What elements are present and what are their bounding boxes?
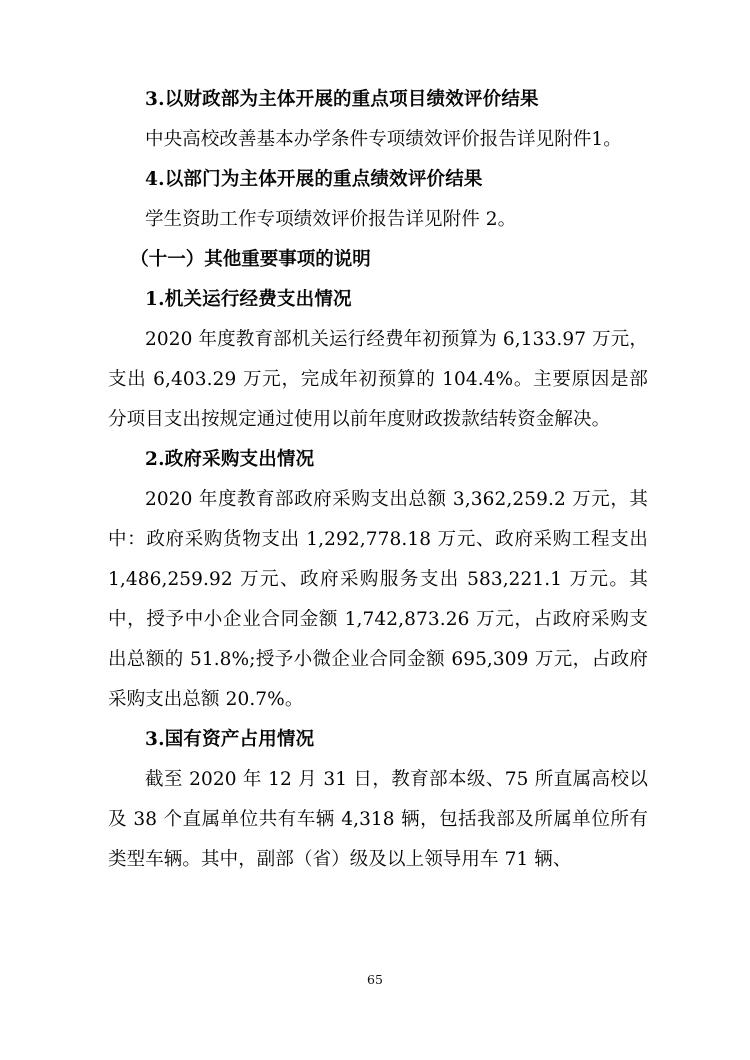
paragraph-government-procurement-detail: 2020 年度教育部政府采购支出总额 3,362,259.2 万元，其中：政府采购货物支出 1,292,778.18 万元、政府采购工程支出 1,486,259.92 万元、政府采购服务支出 583,221.1 万元。其中，授予中小企业合同金额 1,742,873.26 万元，占政府采购支出总额的 51.8%;授予小微企业合同金额 695,309 万元，占政府采购支出总额 20.7%。	[108, 489, 648, 710]
section-heading-11-other-matters: （十一）其他重要事项的说明	[130, 249, 371, 270]
page-number: 65	[367, 972, 383, 987]
section-heading-1-operating-expenses: 1.机关运行经费支出情况	[145, 289, 352, 310]
paragraph-student-aid-report: 学生资助工作专项绩效评价报告详见附件 2。	[145, 209, 517, 230]
section-heading-3-finance-evaluation: 3.以财政部为主体开展的重点项目绩效评价结果	[145, 89, 539, 110]
paragraph-central-university-report: 中央高校改善基本办学条件专项绩效评价报告详见附件1。	[145, 129, 622, 150]
section-heading-3-state-assets: 3.国有资产占用情况	[145, 729, 315, 750]
page-content	[108, 80, 648, 880]
section-heading-4-department-evaluation: 4.以部门为主体开展的重点绩效评价结果	[145, 169, 483, 190]
section-heading-2-government-procurement: 2.政府采购支出情况	[145, 449, 315, 470]
paragraph-operating-expenses-detail: 2020 年度教育部机关运行经费年初预算为 6,133.97 万元，支出 6,403.29 万元，完成年初预算的 104.4%。主要原因是部分项目支出按规定通过使用以前年度财政拨款结转资金解决。	[108, 329, 648, 430]
paragraph-state-assets-detail: 截至 2020 年 12 月 31 日，教育部本级、75 所直属高校以及 38 个直属单位共有车辆 4,318 辆，包括我部及所属单位所有类型车辆。其中，副部（省）级及以上领导用车 71 辆、	[108, 769, 648, 870]
